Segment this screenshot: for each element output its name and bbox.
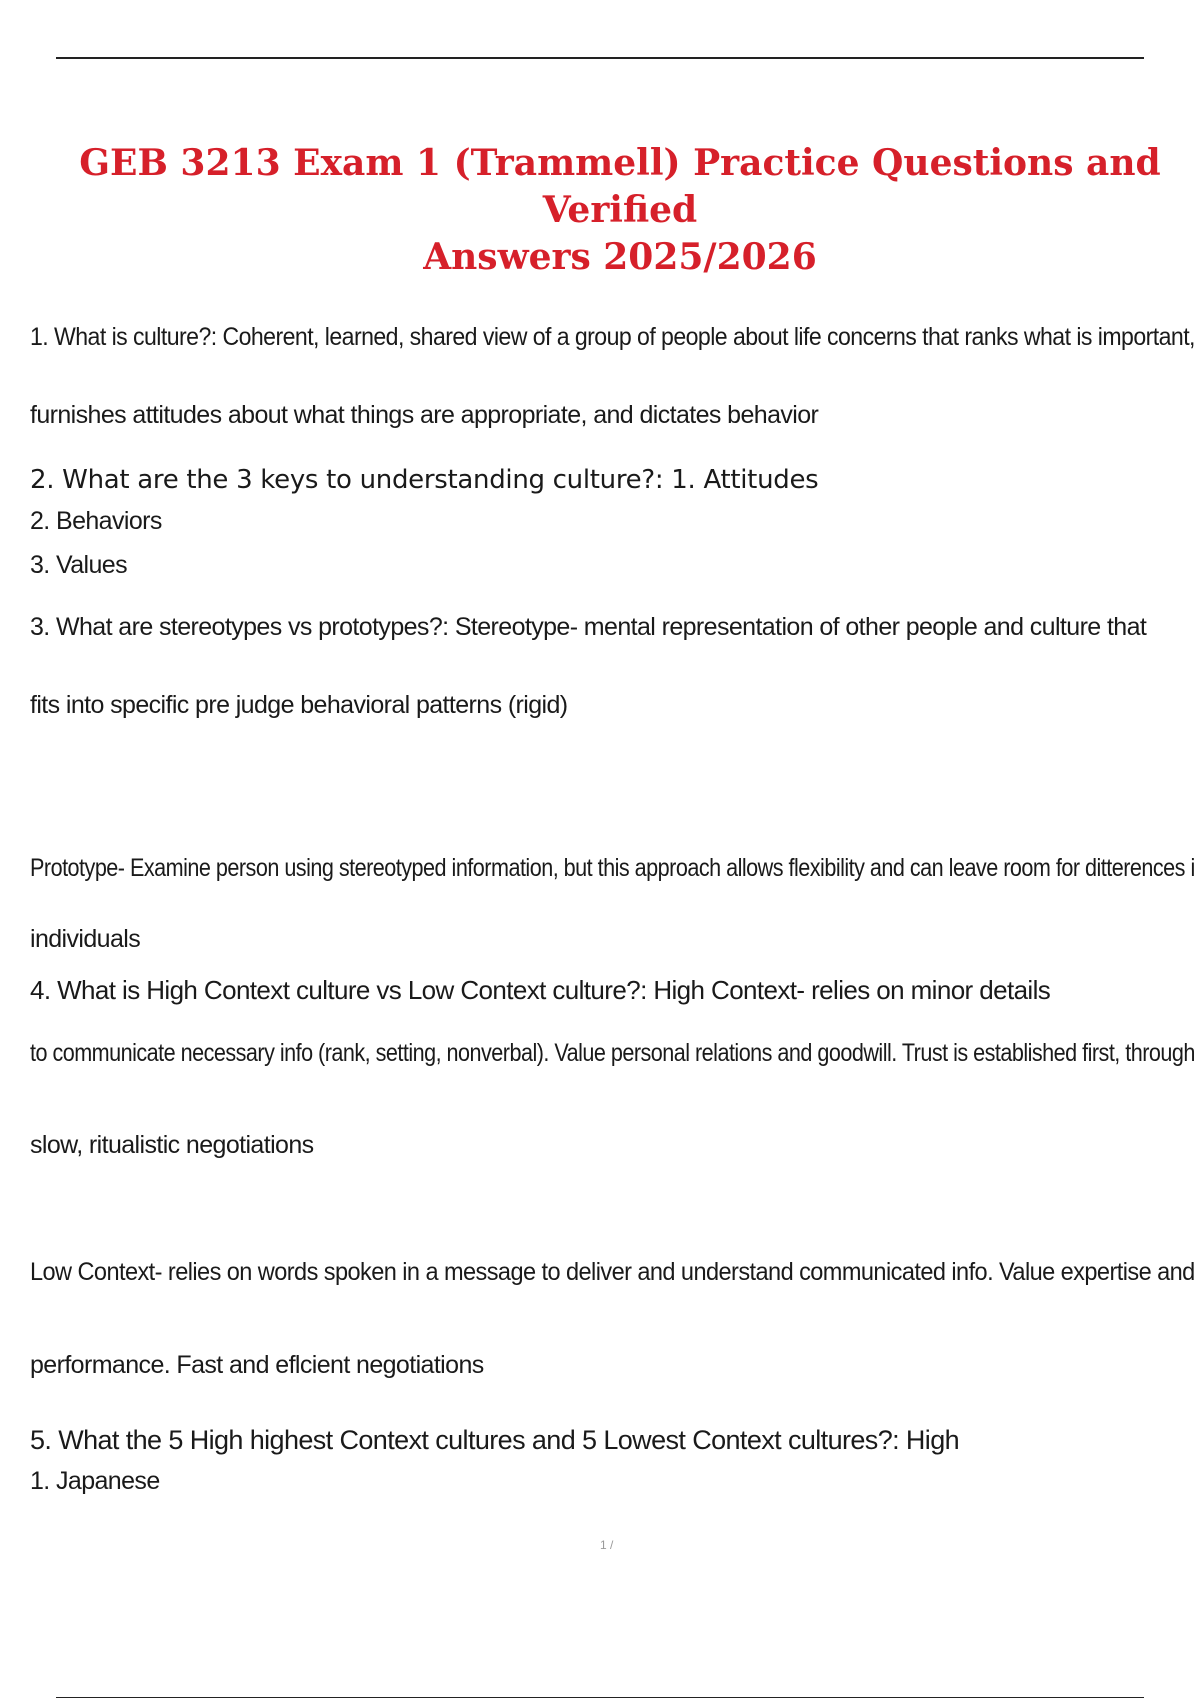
q2-answer-item: 3. Values [30,551,127,579]
q1-question-line: 1. What is culture?: Coherent, learned, shared view of a group of people about life concerns that ranks what is important, [30,323,1195,351]
q3-prototype-line: Prototype- Examine person using stereotyped information, but this approach allows flexibility and can leave room for ditterences i [30,854,1195,882]
title-line-2: Answers 2025/2026 [423,236,817,278]
q2-question-line: 2. What are the 3 keys to understanding culture?: 1. Attitudes [30,465,819,495]
q2-answer-item: 2. Behaviors [30,507,162,535]
q4-answer-continuation: slow, ritualistic negotiations [30,1131,314,1159]
q3-answer-continuation: fits into specific pre judge behavioral patterns (rigid) [30,691,568,719]
q5-answer-item: 1. Japanese [30,1467,160,1495]
q5-question-line: 5. What the 5 High highest Context cultures and 5 Lowest Context cultures?: High [30,1425,960,1455]
title-line-1: GEB 3213 Exam 1 (Trammell) Practice Questions and Verified [79,142,1161,231]
q3-prototype-continuation: individuals [30,925,141,953]
bottom-rule [56,1697,1144,1698]
q4-answer-line: to communicate necessary info (rank, setting, nonverbal). Value personal relations and goodwill. Trust is established first, through [30,1039,1195,1067]
q4-low-context-continuation: performance. Fast and eflcient negotiations [30,1351,484,1379]
page-number: 1 / [600,1538,614,1552]
q4-low-context-line: Low Context- relies on words spoken in a message to deliver and understand communicated info. Value expertise and [30,1258,1195,1286]
document-title [40,140,1200,281]
q3-question-line: 3. What are stereotypes vs prototypes?: Stereotype- mental representation of other people and culture that [30,613,1147,641]
top-rule [56,57,1144,59]
q1-answer-continuation: furnishes attitudes about what things are appropriate, and dictates behavior [30,401,819,429]
q4-question-line: 4. What is High Context culture vs Low Context culture?: High Context- relies on minor details [30,975,1051,1005]
